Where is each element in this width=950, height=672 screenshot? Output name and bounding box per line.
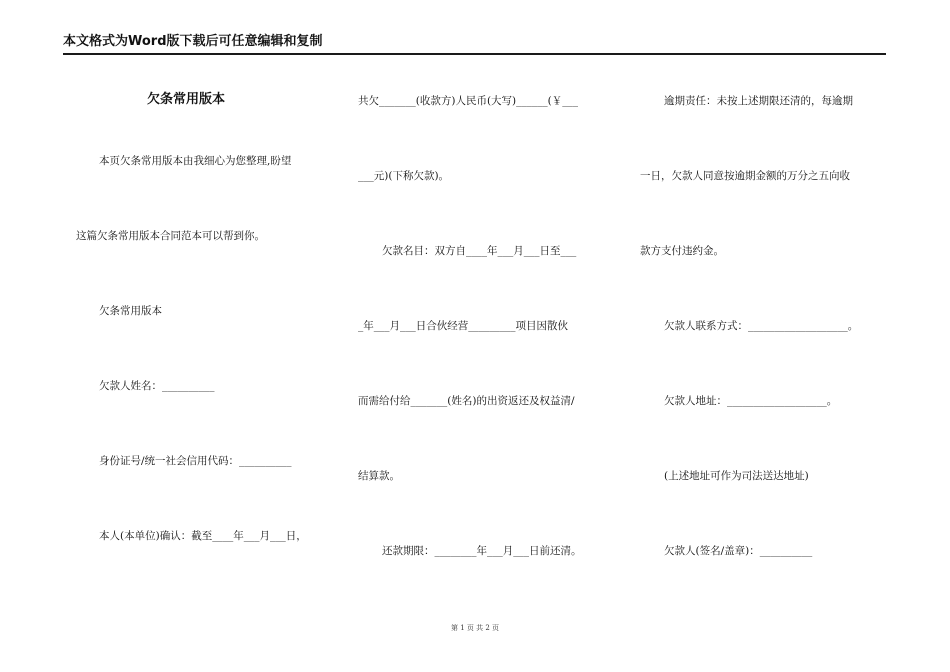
column-2 [348, 0, 618, 672]
debt-item-line: 欠款名目：双方自____年___月___日至___ [382, 245, 577, 257]
amount-line: 共欠_______(收款方)人民币(大写)______(￥___ [358, 95, 578, 107]
address-note: (上述地址可作为司法送达地址) [664, 470, 809, 482]
confirmation-line: 本人(本单位)确认：截至____年___月___日， [99, 530, 307, 542]
address-field: 欠款人地址：___________________。 [664, 395, 838, 407]
signature-field: 欠款人(签名/盖章)：__________ [664, 545, 813, 557]
section-heading: 欠条常用版本 [99, 305, 162, 317]
intro-line-1: 本页欠条常用版本由我细心为您整理,盼望 [99, 155, 292, 167]
settlement-line: 结算款。 [358, 470, 400, 482]
overdue-liability-line: 逾期责任：未按上述期限还清的，每逾期 [664, 95, 853, 107]
debt-item-line-cont: _年___月___日合伙经营_________项目因散伙 [358, 320, 568, 332]
debtor-name-field: 欠款人姓名：__________ [99, 380, 215, 392]
header-text: 本文格式为Word版下载后可任意编辑和复制 [63, 34, 323, 49]
document-title: 欠条常用版本 [147, 92, 226, 107]
payee-line: 而需给付给_______(姓名)的出资返还及权益清/ [358, 395, 575, 407]
column-1 [63, 0, 333, 672]
penalty-line: 款方支付违约金。 [640, 245, 724, 257]
column-3 [633, 0, 886, 672]
contact-field: 欠款人联系方式：___________________。 [664, 320, 859, 332]
page-number: 第 1 页 共 2 页 [450, 624, 500, 632]
repayment-deadline-line: 还款期限：________年___月___日前还清。 [382, 545, 582, 557]
id-number-field: 身份证号/统一社会信用代码：__________ [99, 455, 292, 467]
intro-line-2: 这篇欠条常用版本合同范本可以帮到你。 [76, 230, 265, 242]
overdue-liability-line-cont: 一日，欠款人同意按逾期金额的万分之五向收 [640, 170, 850, 182]
amount-line-cont: ___元)(下称欠款)。 [358, 170, 450, 182]
